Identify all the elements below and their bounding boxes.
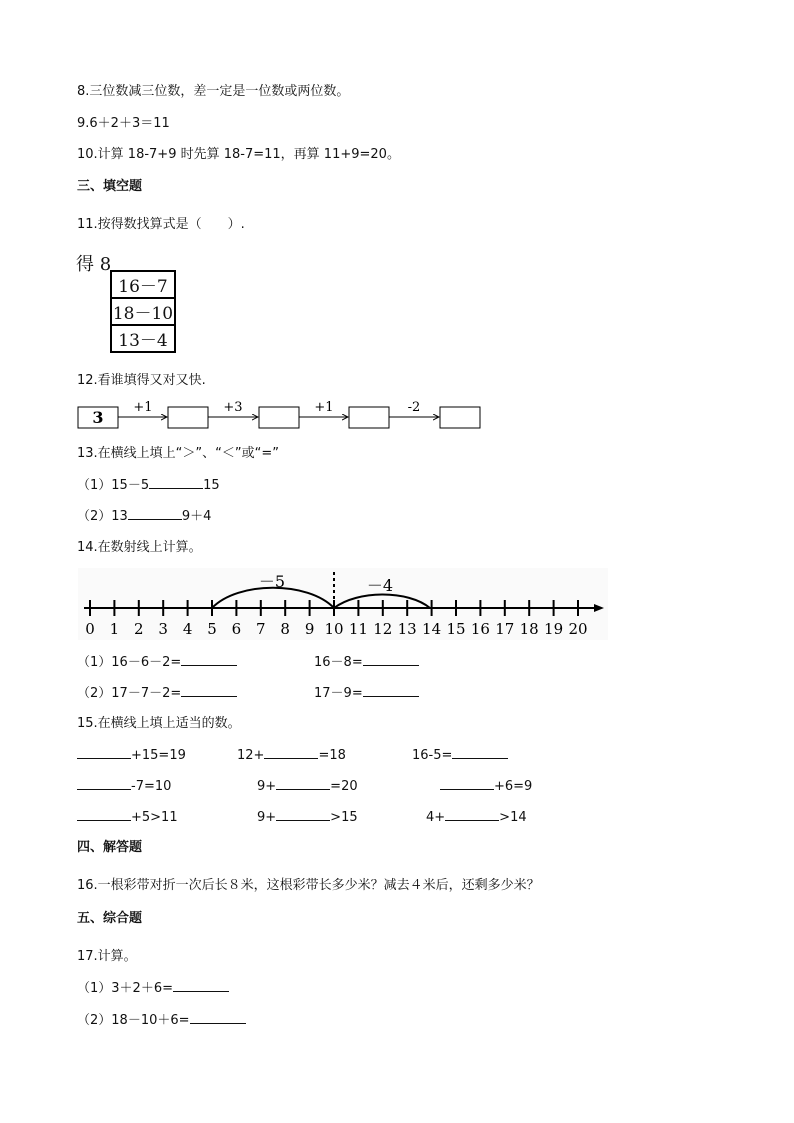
ray-tick-label: 11 — [348, 620, 368, 638]
compare-item-1 — [77, 476, 220, 495]
question-9: 9.6＋2＋3＝11 — [77, 116, 170, 131]
question-8: 8.三位数减三位数，差一定是一位数或两位数。 — [77, 84, 350, 99]
fill-r2-c1: -7=10 — [77, 777, 171, 796]
answer-box-4 — [440, 407, 480, 428]
ray-tick-label: 1 — [109, 620, 120, 638]
question-14: 14.在数射线上计算。 — [77, 540, 202, 555]
section-5-heading: 五、综合题 — [77, 911, 143, 926]
ray-tick-label: 9 — [304, 620, 315, 638]
question-11: 11.按得数找算式是（ ）. — [77, 217, 245, 232]
ray-tick-label: 2 — [134, 620, 144, 638]
calc-item-2: （2）18－10＋6= — [77, 1011, 246, 1030]
choice-3: 13－4 — [111, 325, 175, 352]
fill-r1-c2: 12+ =18 — [237, 748, 346, 763]
arc-label-2: －4 — [366, 576, 394, 595]
operation-chain — [0, 393, 794, 437]
calc-item-1: （1）3＋2＋6= — [77, 979, 229, 998]
ray-tick-label: 6 — [231, 620, 242, 638]
ray-tick-label: 20 — [568, 620, 588, 638]
compare-1-blank[interactable] — [149, 476, 203, 489]
fill-r3-c3: 4+ >14 — [426, 810, 527, 825]
ray-tick-label: 16 — [470, 620, 490, 638]
question-13: 13.在横线上填上“＞”、“＜”或“=” — [77, 446, 279, 461]
ray-tick-label: 7 — [256, 620, 266, 638]
ray-calc-2b: 17－9= — [314, 684, 419, 703]
compare-1-right: 15 — [203, 478, 220, 493]
compare-2-right: 9＋4 — [181, 509, 212, 524]
ray-tick-label: 12 — [373, 620, 393, 638]
ray-tick-label: 8 — [280, 620, 290, 638]
choice-1: 16－7 — [111, 271, 175, 298]
question-10: 10.计算 18-7+9 时先算 18-7=11，再算 11+9=20。 — [77, 147, 400, 162]
number-ray — [78, 568, 608, 640]
ray-tick-label: 13 — [397, 620, 417, 638]
ray-calc-1a: （1）16－6－2= — [77, 653, 237, 672]
ray-tick-label: 10 — [324, 620, 344, 638]
ray-calc-1b: 16－8= — [314, 653, 419, 672]
fill-r2-c2: 9+ =20 — [257, 779, 358, 794]
ray-tick-label: 15 — [446, 620, 466, 638]
op-label-4: -2 — [407, 400, 421, 415]
question-16: 16.一根彩带对折一次后长８米，这根彩带长多少米？减去４米后，还剩多少米？ — [77, 878, 540, 893]
section-3-heading: 三、填空题 — [77, 179, 143, 194]
op-label-1: +1 — [133, 400, 153, 415]
arc-label-1: －5 — [258, 572, 286, 591]
answer-box-3 — [349, 407, 389, 428]
ray-tick-label: 17 — [495, 620, 515, 638]
result-label: 得 8 — [76, 254, 112, 275]
ray-tick-label: 5 — [207, 620, 217, 638]
op-label-3: +1 — [314, 400, 334, 415]
fill-r1-c1: +15=19 — [77, 746, 186, 765]
fill-r2-c3: +6=9 — [440, 777, 532, 796]
fill-r1-c3: 16-5= — [412, 746, 508, 765]
op-label-2: +3 — [223, 400, 243, 415]
ray-tick-label: 4 — [182, 620, 193, 638]
start-value: 3 — [92, 408, 104, 427]
ray-tick-label: 0 — [85, 620, 95, 638]
choice-table — [110, 270, 176, 353]
ray-tick-label: 3 — [158, 620, 168, 638]
compare-1-left: （1）15－5 — [77, 478, 150, 493]
compare-item-2 — [77, 507, 211, 526]
ray-tick-label: 19 — [544, 620, 564, 638]
question-15: 15.在横线上填上适当的数。 — [77, 716, 241, 731]
ray-calc-2a: （2）17－7－2= — [77, 684, 237, 703]
ray-tick-label: 18 — [519, 620, 539, 638]
answer-box-1 — [168, 407, 208, 428]
compare-2-blank[interactable] — [128, 507, 182, 520]
section-4-heading: 四、解答题 — [77, 840, 143, 855]
fill-r3-c2: 9+ >15 — [257, 810, 358, 825]
question-12: 12.看谁填得又对又快. — [77, 373, 206, 388]
answer-box-2 — [259, 407, 299, 428]
fill-r3-c1: +5>11 — [77, 808, 178, 827]
question-17: 17.计算。 — [77, 949, 137, 964]
ray-tick-label: 14 — [422, 620, 442, 638]
compare-2-left: （2）13 — [77, 509, 128, 524]
choice-2: 18－10 — [111, 298, 175, 325]
